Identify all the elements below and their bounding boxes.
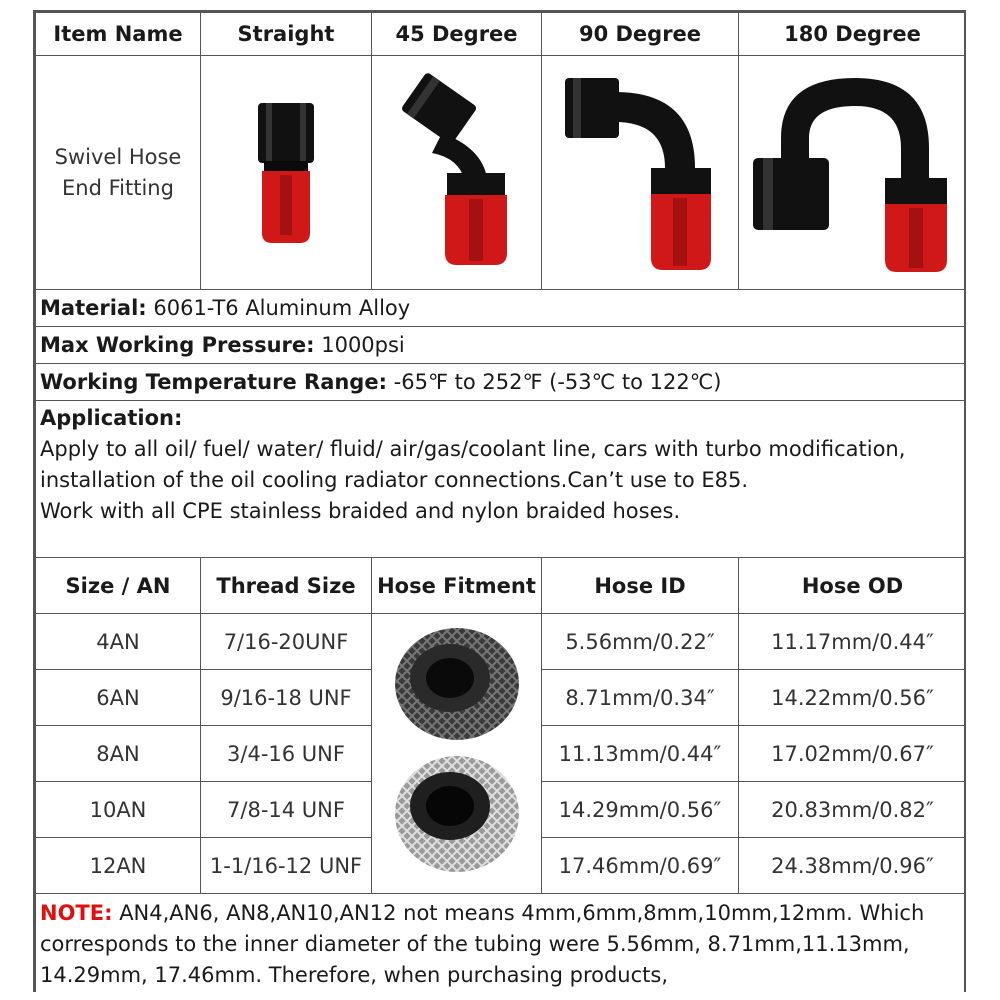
temperature-value: -65℉ to 252℉ (-53℃ to 122℃) bbox=[393, 370, 722, 394]
application-row bbox=[36, 401, 967, 558]
header-90-degree: 90 Degree bbox=[542, 13, 739, 56]
thread-cell: 1-1/16-12 UNF bbox=[201, 838, 372, 894]
header-row bbox=[36, 13, 967, 56]
size-cell: 12AN bbox=[36, 838, 201, 894]
application-text-1: Apply to all oil/ fuel/ water/ fluid/ air/gas/coolant line, cars with turbo modification, installation of the oil cooling radiator connections.Can’t use to E85. bbox=[40, 437, 906, 492]
180-degree-fitting-cell bbox=[739, 56, 967, 290]
180-degree-fitting-image bbox=[745, 68, 960, 278]
hose-id-cell: 11.13mm/0.44″ bbox=[542, 726, 739, 782]
item-label-line-1: Swivel Hose bbox=[54, 144, 182, 169]
hose-od-cell: 24.38mm/0.96″ bbox=[739, 838, 967, 894]
size-cell: 6AN bbox=[36, 670, 201, 726]
hose-id-cell: 17.46mm/0.69″ bbox=[542, 838, 739, 894]
size-header-row bbox=[36, 558, 967, 614]
thread-cell: 9/16-18 UNF bbox=[201, 670, 372, 726]
application-text-2: Work with all CPE stainless braided and nylon braided hoses. bbox=[40, 499, 681, 523]
spec-table bbox=[35, 12, 966, 992]
size-header-od: Hose OD bbox=[739, 558, 967, 614]
note-label: NOTE: bbox=[40, 901, 113, 925]
note-row bbox=[36, 894, 967, 993]
straight-fitting-cell bbox=[201, 56, 372, 290]
hose-od-cell: 17.02mm/0.67″ bbox=[739, 726, 967, 782]
header-straight: Straight bbox=[201, 13, 372, 56]
temperature-row bbox=[36, 364, 967, 401]
90-degree-fitting-image bbox=[555, 68, 725, 278]
material-label: Material: bbox=[40, 296, 147, 320]
table-row bbox=[36, 614, 967, 670]
header-180-degree: 180 Degree bbox=[739, 13, 967, 56]
straight-fitting-image bbox=[236, 93, 336, 253]
material-row bbox=[36, 290, 967, 327]
fitting-images-row bbox=[36, 56, 967, 290]
pressure-value: 1000psi bbox=[321, 333, 405, 357]
size-header-id: Hose ID bbox=[542, 558, 739, 614]
size-cell: 4AN bbox=[36, 614, 201, 670]
hose-od-cell: 20.83mm/0.82″ bbox=[739, 782, 967, 838]
spec-sheet bbox=[33, 10, 966, 992]
hose-id-cell: 8.71mm/0.34″ bbox=[542, 670, 739, 726]
hose-od-cell: 14.22mm/0.56″ bbox=[739, 670, 967, 726]
size-header-thread: Thread Size bbox=[201, 558, 372, 614]
hose-fitment-cell bbox=[372, 614, 542, 894]
material-value: 6061-T6 Aluminum Alloy bbox=[153, 296, 411, 320]
item-label-cell bbox=[36, 56, 201, 290]
hose-id-cell: 5.56mm/0.22″ bbox=[542, 614, 739, 670]
size-cell: 8AN bbox=[36, 726, 201, 782]
hose-od-cell: 11.17mm/0.44″ bbox=[739, 614, 967, 670]
size-header-fitment: Hose Fitment bbox=[372, 558, 542, 614]
45-degree-fitting-image bbox=[387, 73, 527, 273]
thread-cell: 7/8-14 UNF bbox=[201, 782, 372, 838]
hose-id-cell: 14.29mm/0.56″ bbox=[542, 782, 739, 838]
thread-cell: 3/4-16 UNF bbox=[201, 726, 372, 782]
temperature-label: Working Temperature Range: bbox=[40, 370, 387, 394]
90-degree-fitting-cell bbox=[542, 56, 739, 290]
45-degree-fitting-cell bbox=[372, 56, 542, 290]
thread-cell: 7/16-20UNF bbox=[201, 614, 372, 670]
note-text: AN4,AN6, AN8,AN10,AN12 not means 4mm,6mm,8mm,10mm,12mm. Which corresponds to the inner diameter of the tubing were 5.56mm, 8.71mm,11.13mm, 14.29mm, 17.46mm. Therefore, when purchasing products, bbox=[40, 901, 925, 987]
header-45-degree: 45 Degree bbox=[372, 13, 542, 56]
size-cell: 10AN bbox=[36, 782, 201, 838]
header-item-name: Item Name bbox=[36, 13, 201, 56]
item-label-line-2: End Fitting bbox=[62, 175, 174, 200]
size-header-size: Size / AN bbox=[36, 558, 201, 614]
hose-fitment-image bbox=[382, 616, 532, 886]
pressure-row bbox=[36, 327, 967, 364]
application-label: Application: bbox=[40, 406, 183, 430]
pressure-label: Max Working Pressure: bbox=[40, 333, 315, 357]
